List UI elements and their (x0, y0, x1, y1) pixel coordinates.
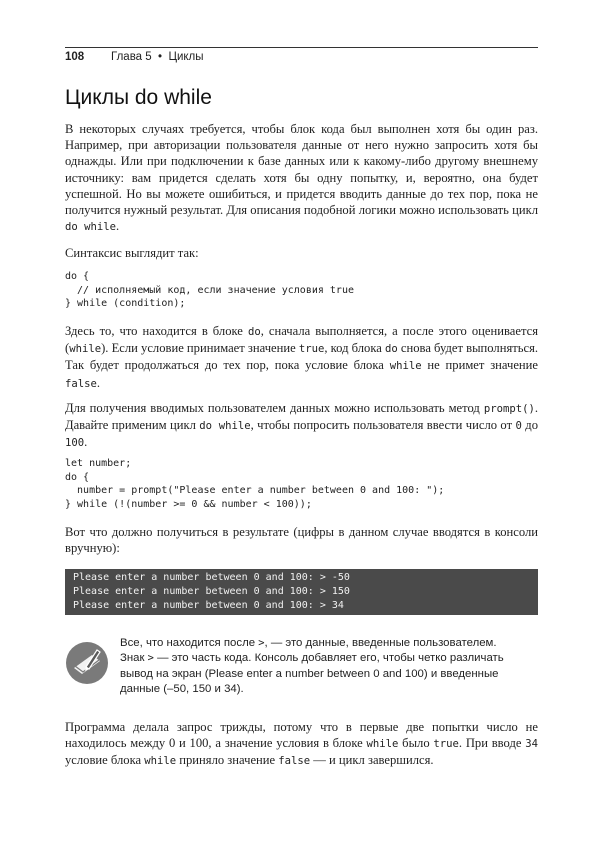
code-block-syntax: do { // исполняемый код, если значение условия true } while (condition); (65, 271, 354, 310)
paragraph-syntax: Синтаксис выглядит так: (65, 246, 199, 260)
console-line: Please enter a number between 0 and 100: > 34 (73, 600, 344, 611)
header-rule (65, 47, 538, 48)
console-line: Please enter a number between 0 and 100: > 150 (73, 586, 350, 597)
chapter-label: Глава 5 • Циклы (111, 51, 204, 63)
note-text: Все, что находится после >, — это данные, введенные пользователем. Знак > — это часть кода. Консоль добавляет его, чтобы четко различать вывод на экран (Please enter a number between 0 and 100) и введенные данные (–50, 150 и 34). (120, 637, 504, 696)
code-block-example: let number; do { number = prompt("Please enter a number between 0 and 100: "); } while (!(number >= 0 && number < 100)); (65, 458, 445, 510)
page-number: 108 (65, 51, 85, 63)
paragraph-result: Вот что должно получиться в результате (цифры в данном случае вводятся в консоли вручную): (65, 525, 538, 556)
paragraph-explanation: Здесь то, что находится в блоке do, сначала выполняется, а после этого оценивается (while). Если условие принимает значение true, код блока do снова будет выполняться. Так будет продолжаться до тех пор, пока условие блока while не примет значение false. (65, 324, 539, 390)
paragraph-conclusion: Программа делала запрос трижды, потому что в первые две попытки число не находилось между 0 и 100, а значение условия в блоке while было true. При вводе 34 условие блока while приняло значение false — и цикл завершился. (65, 720, 539, 768)
pencil-note-icon (65, 641, 109, 685)
paragraph-intro: В некоторых случаях требуется, чтобы блок кода был выполнен хотя бы один раз. Например, при авторизации пользователя данные от него нужно запросить хотя бы однажды. Или при подключении к базе данных или к какому-либо другому внешнему источнику: вам придется сделать хотя бы одну попытку, и, вероятно, она будет успешной. Но вы можете ошибиться, и придется вводить данные до тех пор, пока не получится нужный результат. Для описания подобной логики можно использовать цикл do while. (65, 122, 538, 234)
console-output (65, 569, 538, 615)
paragraph-prompt: Для получения вводимых пользователем данных можно использовать метод prompt(). Давайте применим цикл do while, чтобы попросить пользователя ввести число от 0 до 100. (65, 401, 538, 450)
running-header (65, 51, 538, 69)
section-title: Циклы do while (65, 86, 212, 109)
console-line: Please enter a number between 0 and 100: > -50 (73, 572, 350, 583)
